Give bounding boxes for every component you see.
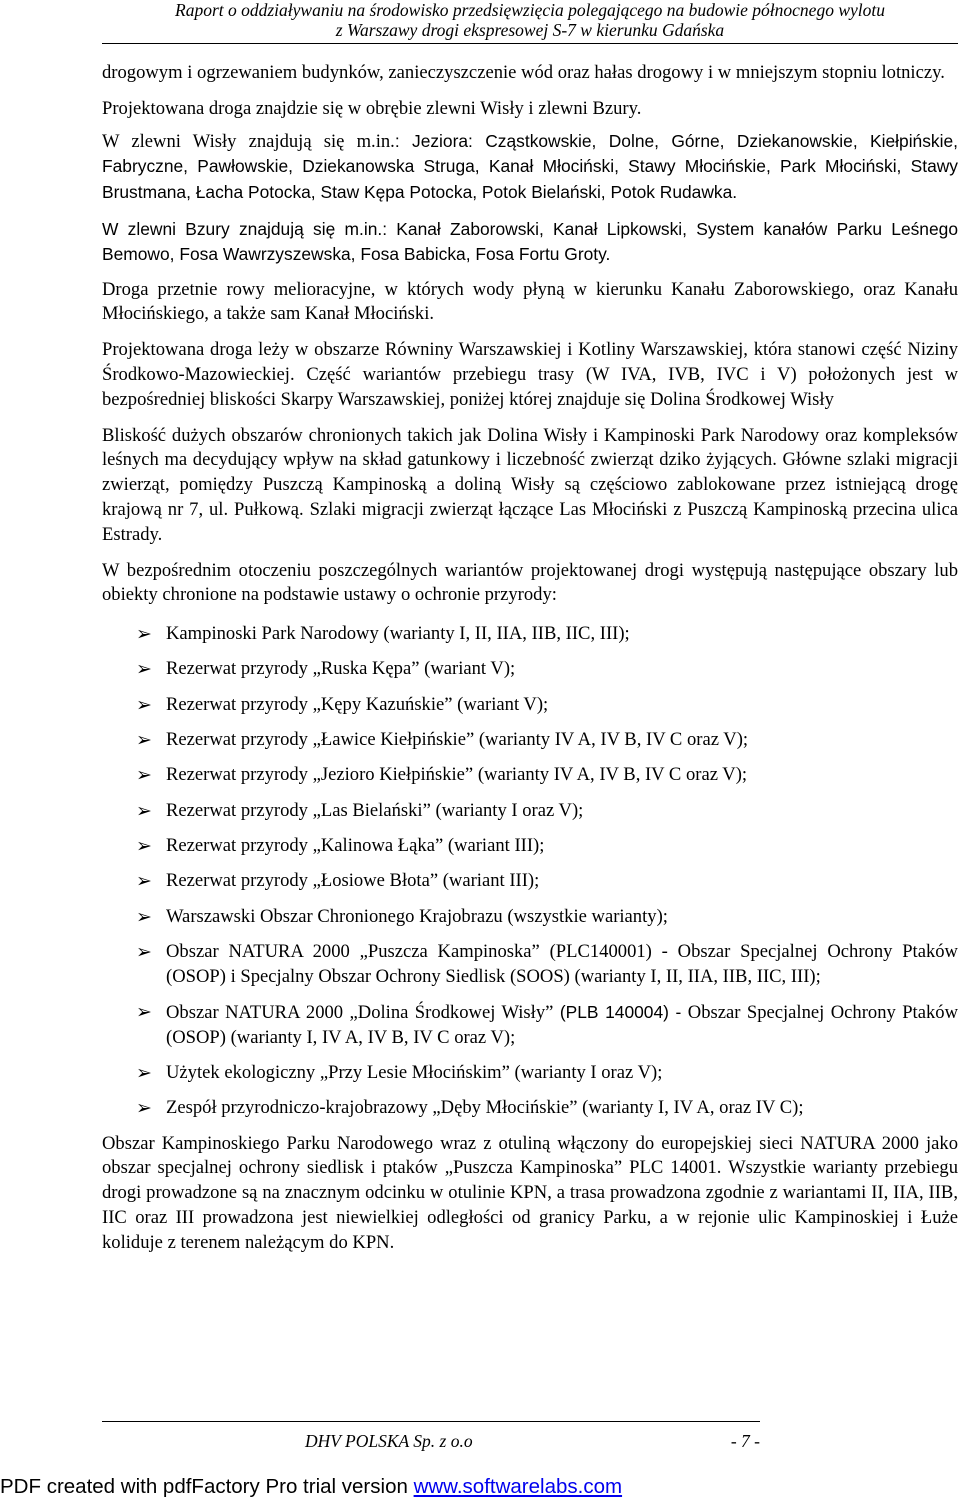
list-item: ➢ Rezerwat przyrody „Jezioro Kiełpińskie” (warianty IV A, IV B, IV C oraz V); xyxy=(136,764,748,787)
list-item: ➢ Obszar NATURA 2000 „Puszcza Kampinoska” (PLC140001) - Obszar Specjalnej Ochrony Ptaków (OSOP) i Specjalny Obszar Ochrony Siedlisk (SOOS) (warianty I, II, IIA, IIB, IIC, III); xyxy=(136,940,958,987)
arrowhead-bullet-icon: ➢ xyxy=(136,799,152,822)
list-item: ➢ Obszar NATURA 2000 „Dolina Środkowej Wisły” (PLB 140004) - Obszar Specjalnej Ochrony Ptaków (OSOP) (warianty I, IV A, IV B, IV C oraz V); xyxy=(136,1000,958,1048)
arrowhead-bullet-icon: ➢ xyxy=(136,658,152,681)
arrowhead-bullet-icon: ➢ xyxy=(136,764,152,787)
list-item: ➢ Rezerwat przyrody „Kalinowa Łąka” (wariant III); xyxy=(136,834,545,857)
paragraph-pollution: drogowym i ogrzewaniem budynków, zanieczyszczenie wód oraz hałas drogowy i w mniejszym stopniu lotniczy. xyxy=(102,62,945,83)
paragraph-bzura-waters: W zlewni Bzury znajdują się m.in.: Kanał Zaborowski, Kanał Lipkowski, System kanałów Parku Leśnego Bemowo, Fosa Wawrzyszewska, Fosa Babicka, Fosa Fortu Groty. xyxy=(102,218,958,264)
list-item: ➢ Kampinoski Park Narodowy (warianty I, II, IIA, IIB, IIC, III); xyxy=(136,623,630,646)
list-item: ➢ Rezerwat przyrody „Las Bielański” (warianty I oraz V); xyxy=(136,799,584,822)
list-item: ➢ Rezerwat przyrody „Ruska Kępa” (wariant V); xyxy=(136,658,516,681)
header-line-1: Raport o oddziaływaniu na środowisko przedsięwzięcia polegającego na budowie północnego wylotu xyxy=(175,0,885,20)
list-item: ➢ Rezerwat przyrody „Kępy Kazuńskie” (wariant V); xyxy=(136,693,549,716)
page-footer xyxy=(102,1431,760,1455)
arrowhead-bullet-icon: ➢ xyxy=(136,834,152,857)
softwarelabs-link[interactable]: www.softwarelabs.com xyxy=(413,1475,623,1498)
footer-divider xyxy=(102,1421,760,1422)
list-item: ➢ Użytek ekologiczny „Przy Lesie Młocińskim” (warianty I oraz V); xyxy=(136,1062,663,1084)
arrowhead-bullet-icon: ➢ xyxy=(136,940,152,963)
arrowhead-bullet-icon: ➢ xyxy=(136,1097,152,1120)
arrowhead-bullet-icon: ➢ xyxy=(136,870,152,893)
paragraph-drainage-ditches: Droga przetnie rowy melioracyjne, w których wody płyną w kierunku Kanału Zaborowskiego, oraz Kanału Młocińskiego, a także sam Kanał Młociński. xyxy=(102,278,958,325)
list-item: ➢ Warszawski Obszar Chronionego Krajobrazu (wszystkie warianty); xyxy=(136,905,668,928)
page-number: - 7 - xyxy=(730,1431,760,1451)
paragraph-kampinos-natura: Obszar Kampinoskiego Parku Narodowego wraz z otuliną włączony do europejskiej sieci NATURA 2000 jako obszar specjalnej ochrony siedlisk i ptaków „Puszcza Kampinoska” PLC 14001. Wszystkie warianty przebiegu drogi prowadzone są na znacznym odcinku w otulinie KPN, a trasa prowadzona zgodnie z wariantami II, IIA, IIB, IIC oraz III prowadzona jest niewielkiej odległości od granicy Parku, a w rejonie ulic Kampinoskiej i Łuże koliduje z terenem należącym do KPN. xyxy=(102,1132,958,1253)
paragraph-terrain: Projektowana droga leży w obszarze Równiny Warszawskiej i Kotliny Warszawskiej, która stanowi część Niziny Środkowo-Mazowieckiej. Część wariantów przebiegu trasy (W IVA, IVB, IVC i V) położonych jest w bezpośredniej bliskości Skarpy Warszawskiej, poniżej której znajduje się Dolina Środkowej Wisły xyxy=(102,339,958,410)
arrowhead-bullet-icon: ➢ xyxy=(136,1000,152,1023)
list-item: ➢ Zespół przyrodniczo-krajobrazowy „Dęby Młocińskie” (warianty I, IV A, oraz IV C); xyxy=(136,1097,804,1120)
footer-company: DHV POLSKA Sp. z o.o xyxy=(305,1431,473,1451)
vistula-waters-list: : Jeziora: Cząstkowskie, Dolne, Górne, Dziekanowskie, Kiełpińskie, Fabryczne, Pawłowskie, Dziekanowska Struga, Kanał Młociński, Stawy Młocińskie, Park Młociński, Stawy Brustmana, Łacha Potocka, Staw Kępa Potocka, Potok Bielański, Potok Rudawka. xyxy=(102,130,958,203)
vistula-waters-intro: W zlewni Wisły znajdują się m.in. xyxy=(102,130,395,152)
arrowhead-bullet-icon: ➢ xyxy=(136,1062,152,1084)
arrowhead-bullet-icon: ➢ xyxy=(136,729,152,752)
natura-code: (PLB 140004) - xyxy=(559,1001,682,1022)
list-item: ➢ Rezerwat przyrody „Ławice Kiełpińskie” (warianty IV A, IV B, IV C oraz V); xyxy=(136,729,749,752)
header-divider xyxy=(102,43,958,44)
protected-areas-list xyxy=(102,622,958,1121)
paragraph-protected-intro: W bezpośrednim otoczeniu poszczególnych wariantów projektowanej drogi występują następujące obszary lub obiekty chronione na podstawie ustawy o ochronie przyrody: xyxy=(102,559,958,606)
paragraph-catchments: Projektowana droga znajdzie się w obrębie zlewni Wisły i zlewni Bzury. xyxy=(102,97,642,119)
arrowhead-bullet-icon: ➢ xyxy=(136,623,152,646)
document-body xyxy=(102,61,958,1267)
pdf-banner-text: PDF created with pdfFactory Pro trial version xyxy=(0,1475,414,1498)
paragraph-migration: Bliskość dużych obszarów chronionych takich jak Dolina Wisły i Kampinoski Park Narodowy oraz kompleksów leśnych ma decydujący wpływ na skład gatunkowy i liczebność zwierząt dziko żyjących. Główne szlaki migracji zwierząt, pomiędzy Puszczą Kampinoską a doliną Wisły są częściowo zablokowane przez istniejącą drogę krajową nr 7, ul. Pułkową. Szlaki migracji zwierząt łączące Las Młociński z Puszczą Kampinoską przecina ulica Estrady. xyxy=(102,424,958,545)
list-item: ➢ Rezerwat przyrody „Łosiowe Błota” (wariant III); xyxy=(136,870,540,893)
paragraph-vistula-waters xyxy=(102,129,958,206)
arrowhead-bullet-icon: ➢ xyxy=(136,693,152,716)
pdf-trial-banner xyxy=(0,1474,960,1500)
arrowhead-bullet-icon: ➢ xyxy=(136,905,152,928)
header-line-2: z Warszawy drogi ekspresowej S-7 w kierunku Gdańska xyxy=(335,20,725,40)
page-header xyxy=(102,0,958,40)
